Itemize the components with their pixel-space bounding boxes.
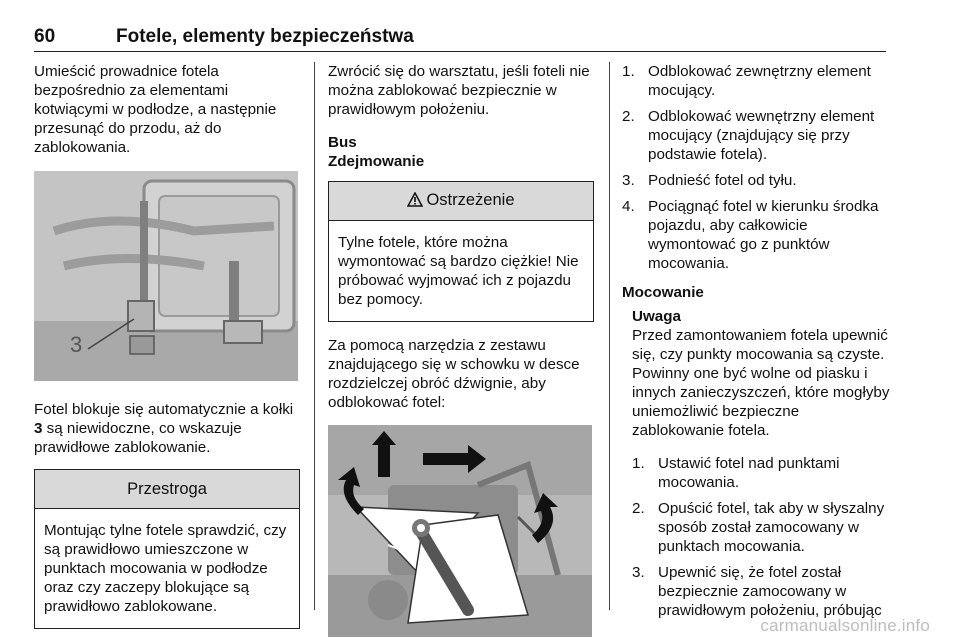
step-number: 1. <box>622 63 635 80</box>
chapter-title: Fotele, elementy bezpieczeństwa <box>116 26 414 47</box>
step-text: Podnieść fotel od tyłu. <box>648 172 797 189</box>
step-number: 4. <box>622 198 635 215</box>
lock-paragraph <box>34 400 300 457</box>
figure-callout-number: 3 <box>70 332 83 357</box>
caution-body: Montując tylne fotele sprawdzić, czy są prawidłowo umieszczone w punktach mocowania w podłodze oraz czy zaczepy blokujące są prawidłowo zablokowane. <box>44 522 287 615</box>
column-divider <box>314 62 315 610</box>
warning-box <box>328 181 594 322</box>
seat-anchor-photo <box>34 171 298 381</box>
list-item <box>632 454 890 492</box>
list-item <box>632 563 890 620</box>
tool-paragraph: Za pomocą narzędzia z zestawu znajdującego się w schowku w desce rozdzielczej obróć dźwignie, aby odblokować fotel: <box>328 337 580 411</box>
lock-text: są niewidoczne, co wskazuje prawidłowe zablokowanie. <box>34 420 242 456</box>
heading-bus: Bus <box>328 134 357 151</box>
step-text: Pociągnąć fotel w kierunku środka pojazdu, aby całkowicie wymontować go z punktów mocowania. <box>648 198 879 272</box>
step-text: Upewnić się, że fotel został bezpiecznie zamocowany w prawidłowym położeniu, próbując <box>658 564 882 619</box>
list-item <box>622 197 890 273</box>
step-number: 3. <box>622 172 635 189</box>
list-item <box>632 499 890 556</box>
column-right <box>622 62 890 627</box>
step-number: 2. <box>622 108 635 125</box>
lock-text-reference: 3 <box>34 420 43 437</box>
page-header <box>34 26 886 52</box>
column-left <box>34 62 300 629</box>
list-item <box>622 107 890 164</box>
step-text: Opuścić fotel, tak aby w słyszalny sposób został zamocowany w punktach mocowania. <box>658 500 885 555</box>
note-body: Przed zamontowaniem fotela upewnić się, czy punkty mocowania są czyste. Powinny one być wolne od piasku i innych zanieczyszczeń, które mogłyby uniemożliwić bezpieczne zablokowanie fotela. <box>632 327 890 439</box>
note-block <box>622 307 890 440</box>
column-middle <box>328 62 594 637</box>
seat-release-illustration <box>328 425 592 637</box>
lock-text: Fotel blokuje się automatycznie a kołki <box>34 401 294 418</box>
step-number: 2. <box>632 500 645 517</box>
seat-release-lever-photo <box>328 425 592 637</box>
workshop-paragraph: Zwrócić się do warsztatu, jeśli foteli nie można zablokować bezpiecznie w prawidłowym położeniu. <box>328 63 590 118</box>
intro-paragraph: Umieścić prowadnice fotela bezpośrednio za elementami kotwiącymi w podłodze, a następnie przesunąć do przodu, aż do zablokowania. <box>34 63 277 156</box>
note-title: Uwaga <box>632 308 681 325</box>
mounting-steps <box>622 454 890 620</box>
step-number: 3. <box>632 564 645 581</box>
heading-mounting: Mocowanie <box>622 284 704 301</box>
warning-title: Ostrzeżenie <box>426 191 515 209</box>
list-item <box>622 171 890 190</box>
watermark: carmanualsonline.info <box>760 616 930 635</box>
removal-steps <box>622 62 890 273</box>
page-number: 60 <box>34 26 56 47</box>
warning-header <box>329 182 593 221</box>
list-item <box>622 62 890 100</box>
warning-body: Tylne fotele, które można wymontować są bardzo ciężkie! Nie próbować wyjmować ich z pojazdu bez pomocy. <box>338 234 579 308</box>
heading-removal: Zdejmowanie <box>328 153 425 170</box>
step-text: Odblokować zewnętrzny element mocujący. <box>648 63 871 99</box>
warning-triangle-icon <box>407 192 423 212</box>
step-number: 1. <box>632 455 645 472</box>
caution-box <box>34 469 300 629</box>
step-text: Ustawić fotel nad punktami mocowania. <box>658 455 840 491</box>
caution-title: Przestroga <box>35 470 299 509</box>
step-text: Odblokować wewnętrzny element mocujący (znajdujący się przy podstawie fotela). <box>648 108 875 163</box>
column-divider <box>609 62 610 610</box>
